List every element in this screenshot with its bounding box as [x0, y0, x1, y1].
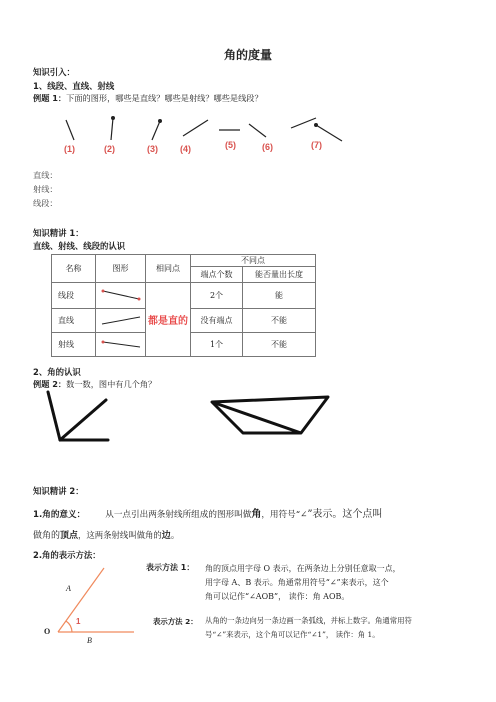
meaning-text-6: 。 — [170, 531, 180, 541]
method1-line-2: 用字母 A、B 表示。角通常用符号“∠”来表示，这个 — [205, 578, 389, 587]
figure-label-6: (6) — [262, 142, 273, 152]
figure-label-1: (1) — [64, 144, 75, 154]
row-ray-endpoints: 1个 — [191, 333, 243, 357]
figure-label-7: (7) — [311, 140, 322, 150]
meaning-text-4: 做角的 — [33, 531, 61, 541]
meaning-text-2: ，用符号“ — [261, 510, 301, 520]
intro-heading: 知识引入： — [33, 67, 75, 77]
method2-label: 表示方法 2： — [153, 617, 198, 626]
intro-subheading: 1、线段、直线、射线 — [33, 81, 115, 91]
method2-line-1: 从角的一条边向另一条边画一条弧线，并标上数字。角通常用符 — [205, 616, 412, 625]
label-one: 1 — [76, 617, 81, 626]
row-segment-measurable: 能 — [243, 283, 316, 309]
header-diff: 不同点 — [191, 255, 316, 267]
figure-label-3: (3) — [147, 144, 158, 154]
header-name: 名称 — [52, 255, 96, 283]
lecture2-heading: 知识精讲 2： — [33, 486, 84, 496]
figure-label-5: (5) — [225, 140, 236, 150]
meaning-text-5: ，这两条射线叫做角的 — [78, 530, 162, 540]
row-ray-name: 射线 — [52, 333, 96, 357]
row-line-measurable: 不能 — [243, 309, 316, 333]
row-segment-endpoints: 2个 — [191, 283, 243, 309]
page-title: 角的度量 — [223, 48, 272, 62]
header-endpoints: 端点个数 — [191, 267, 243, 283]
angle-symbol: ∠ — [300, 510, 308, 520]
lecture1-subheading: 直线、射线、线段的认识 — [33, 241, 126, 251]
meaning-label: 1.角的意义： — [33, 510, 86, 520]
meaning-term-side: 边 — [161, 531, 171, 541]
lecture1-heading: 知识精讲 1： — [33, 228, 84, 238]
method1-label: 表示方法 1： — [146, 563, 195, 572]
example2-label: 例题 2： — [33, 379, 67, 389]
example1-label: 例题 1： — [33, 93, 67, 103]
meaning-text-3: ”表示。这个点叫 — [307, 509, 383, 520]
figure-label-4: (4) — [180, 144, 191, 154]
label-o: O — [44, 627, 51, 636]
example1-text: 下面的图形，哪些是直线？哪些是射线？哪些是线段？ — [66, 93, 263, 103]
label-a: A — [66, 584, 71, 593]
header-figure: 图形 — [96, 255, 146, 283]
angle-subheading: 2、角的认识 — [33, 367, 81, 377]
method2-line-2: 号“∠”来表示，这个角可以记作“∠1”， 读作：角 1。 — [205, 630, 380, 639]
common-value: 都是直的 — [146, 283, 191, 357]
row-line-endpoints: 没有端点 — [191, 309, 243, 333]
row-line-name: 直线 — [52, 309, 96, 333]
example2-text: 数一数，图中有几个角？ — [66, 379, 157, 389]
meaning-text-1: 从一点引出两条射线所组成的图形叫做 — [105, 510, 252, 520]
representation-label: 2.角的表示方法： — [33, 550, 101, 560]
answer-line: 直线： — [33, 170, 58, 180]
answer-ray: 射线： — [33, 184, 58, 194]
row-segment-name: 线段 — [52, 283, 96, 309]
meaning-term-angle: 角 — [251, 509, 262, 520]
method1-line-3: 角可以记作“∠AOB”， 读作：角 AOB。 — [205, 592, 350, 601]
answer-segment: 线段： — [33, 198, 58, 208]
method1-line-1: 角的顶点用字母 O 表示，在两条边上分别任意取一点， — [205, 564, 401, 573]
row-ray-measurable: 不能 — [243, 333, 316, 357]
angle-arc — [66, 621, 72, 632]
meaning-term-vertex: 顶点 — [60, 531, 79, 541]
ray-oa — [58, 568, 104, 632]
header-measurable: 能否量出长度 — [243, 267, 316, 283]
label-b: B — [87, 636, 92, 645]
figure-label-2: (2) — [104, 144, 115, 154]
header-common: 相同点 — [146, 255, 191, 283]
